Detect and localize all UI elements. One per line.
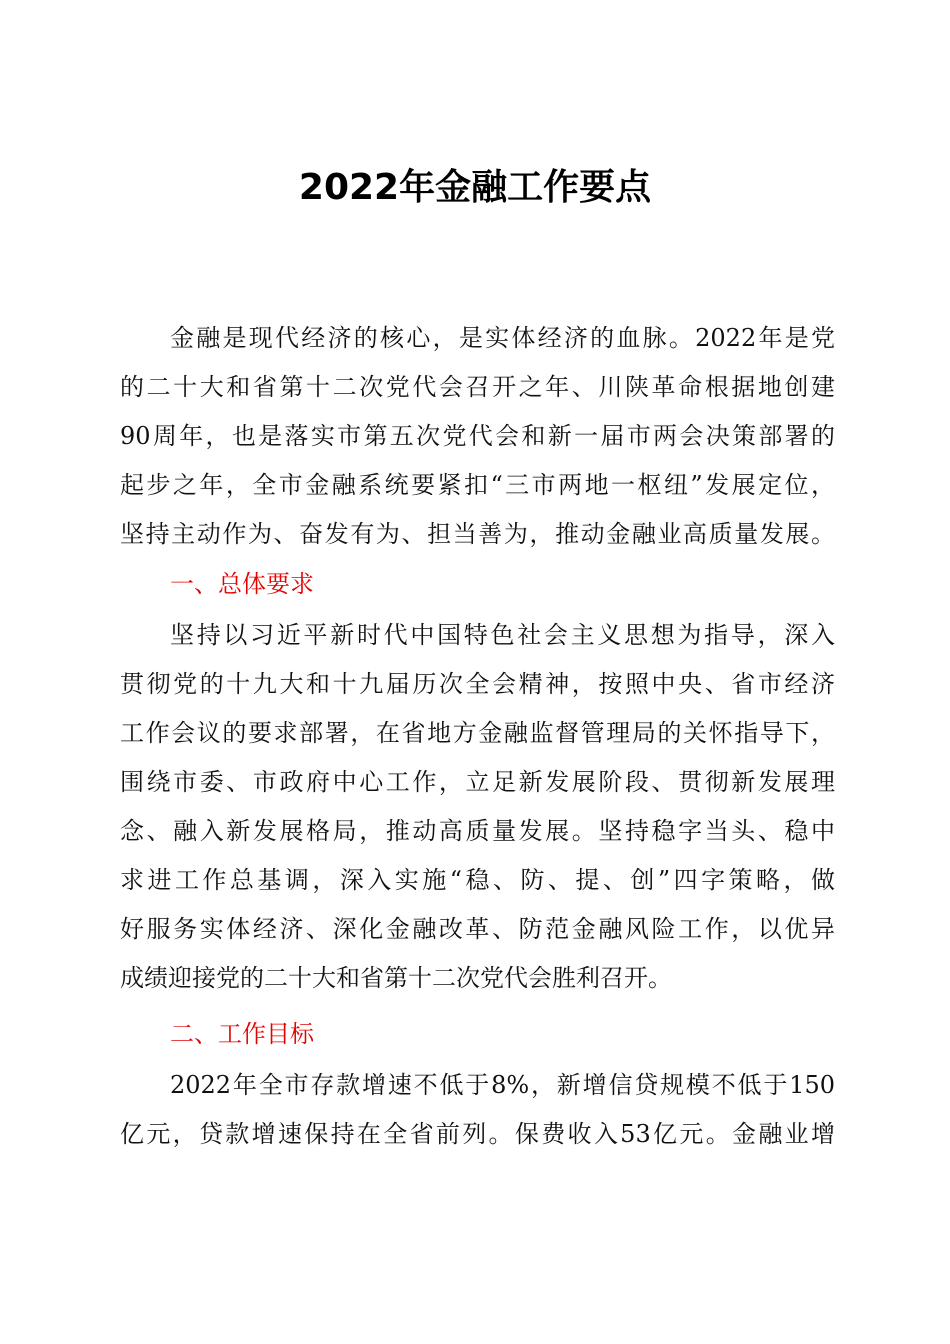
section-heading-goals <box>120 1010 835 1059</box>
document-title: 2022年金融工作要点 <box>298 167 652 208</box>
text-line: 贯彻党的十九大和十九届历次全会精神，按照中央、省市经济 <box>120 670 835 698</box>
text-line: 90周年，也是落实市第五次党代会和新一届市两会决策部署的 <box>120 422 835 450</box>
section-heading: 二、工作目标 <box>170 1020 314 1048</box>
text-line: 念、融入新发展格局，推动高质量发展。坚持稳字当头、稳中 <box>120 817 835 845</box>
paragraph-work-goals <box>120 1061 835 1159</box>
paragraph-intro <box>120 314 835 559</box>
text-line: 好服务实体经济、深化金融改革、防范金融风险工作，以优异 <box>120 915 835 943</box>
section-heading-overall <box>120 560 835 609</box>
text-line: 的二十大和省第十二次党代会召开之年、川陕革命根据地创建 <box>120 373 835 401</box>
section-heading: 一、总体要求 <box>170 570 314 598</box>
text-line: 起步之年，全市金融系统要紧扣“三市两地一枢纽”发展定位， <box>120 471 835 499</box>
text-line: 坚持以习近平新时代中国特色社会主义思想为指导，深入 <box>170 621 835 649</box>
text-line: 工作会议的要求部署，在省地方金融监督管理局的关怀指导下， <box>120 719 835 747</box>
text-line: 亿元，贷款增速保持在全省前列。保费收入53亿元。金融业增 <box>120 1120 835 1148</box>
text-line: 求进工作总基调，深入实施“稳、防、提、创”四字策略，做 <box>120 866 835 894</box>
text-line: 坚持主动作为、奋发有为、担当善为，推动金融业高质量发展。 <box>120 520 835 548</box>
paragraph-overall-requirements <box>120 611 835 1003</box>
text-line: 金融是现代经济的核心，是实体经济的血脉。2022年是党 <box>170 324 835 352</box>
text-line: 2022年全市存款增速不低于8%，新增信贷规模不低于150 <box>170 1071 835 1099</box>
text-line: 围绕市委、市政府中心工作，立足新发展阶段、贯彻新发展理 <box>120 768 835 796</box>
text-line: 成绩迎接党的二十大和省第十二次党代会胜利召开。 <box>120 964 672 992</box>
